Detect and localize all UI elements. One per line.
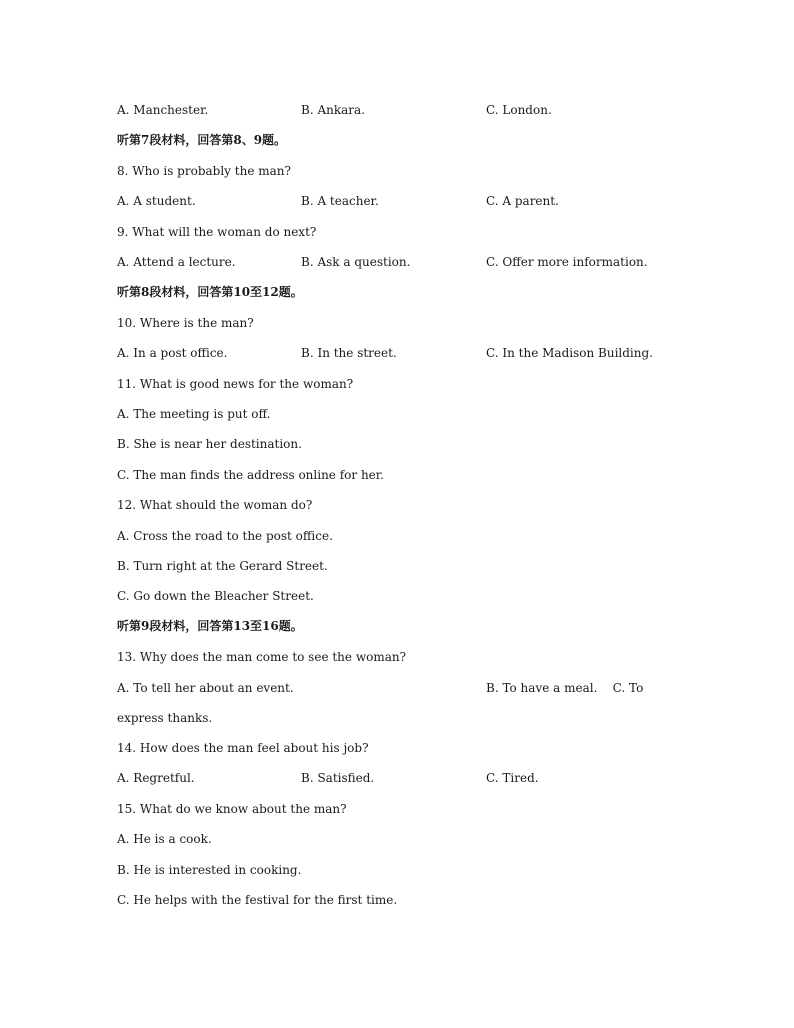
option-b: B. A teacher. xyxy=(301,194,379,208)
option-a: A. A student. xyxy=(117,194,196,208)
section-heading: 听第9段材料，回答第13至16题。 xyxy=(117,619,303,633)
options-row xyxy=(117,255,717,269)
text-line: 9. What will the woman do next? xyxy=(117,225,317,239)
text-line: A. Cross the road to the post office. xyxy=(117,529,333,543)
options-row xyxy=(117,681,717,695)
text-line: 14. How does the man feel about his job? xyxy=(117,741,369,755)
option-a: A. Attend a lecture. xyxy=(117,255,236,269)
text-line: B. He is interested in cooking. xyxy=(117,863,302,877)
text-line: 13. Why does the man come to see the woman? xyxy=(117,650,407,664)
text-line: express thanks. xyxy=(117,711,213,725)
text-line: A. He is a cook. xyxy=(117,832,212,846)
options-row xyxy=(117,771,717,785)
option-c: C. A parent. xyxy=(486,194,559,208)
text-line: C. He helps with the festival for the first time. xyxy=(117,893,398,907)
option-c: C. London. xyxy=(486,103,552,117)
options-row xyxy=(117,346,717,360)
section-heading: 听第8段材料，回答第10至12题。 xyxy=(117,285,303,299)
option-c: C. Offer more information. xyxy=(486,255,648,269)
option-b: B. Satisfied. xyxy=(301,771,375,785)
text-line: C. The man finds the address online for her. xyxy=(117,468,384,482)
text-line: A. The meeting is put off. xyxy=(117,407,271,421)
text-line: 11. What is good news for the woman? xyxy=(117,377,354,391)
option-c: C. Tired. xyxy=(486,771,539,785)
option-b: B. In the street. xyxy=(301,346,397,360)
text-line: 15. What do we know about the man? xyxy=(117,802,347,816)
option-c: B. To have a meal. C. To xyxy=(486,681,644,695)
option-b: B. Ankara. xyxy=(301,103,365,117)
option-b: B. Ask a question. xyxy=(301,255,411,269)
option-c: C. In the Madison Building. xyxy=(486,346,653,360)
text-line: 10. Where is the man? xyxy=(117,316,254,330)
options-row xyxy=(117,103,717,117)
option-a: A. To tell her about an event. xyxy=(117,681,294,695)
option-a: A. In a post office. xyxy=(117,346,228,360)
section-heading: 听第7段材料，回答第8、9题。 xyxy=(117,133,287,147)
option-a: A. Manchester. xyxy=(117,103,209,117)
option-a: A. Regretful. xyxy=(117,771,195,785)
text-line: 12. What should the woman do? xyxy=(117,498,313,512)
options-row xyxy=(117,194,717,208)
text-line: B. She is near her destination. xyxy=(117,437,302,451)
text-line: 8. Who is probably the man? xyxy=(117,164,291,178)
text-line: C. Go down the Bleacher Street. xyxy=(117,589,314,603)
text-line: B. Turn right at the Gerard Street. xyxy=(117,559,328,573)
